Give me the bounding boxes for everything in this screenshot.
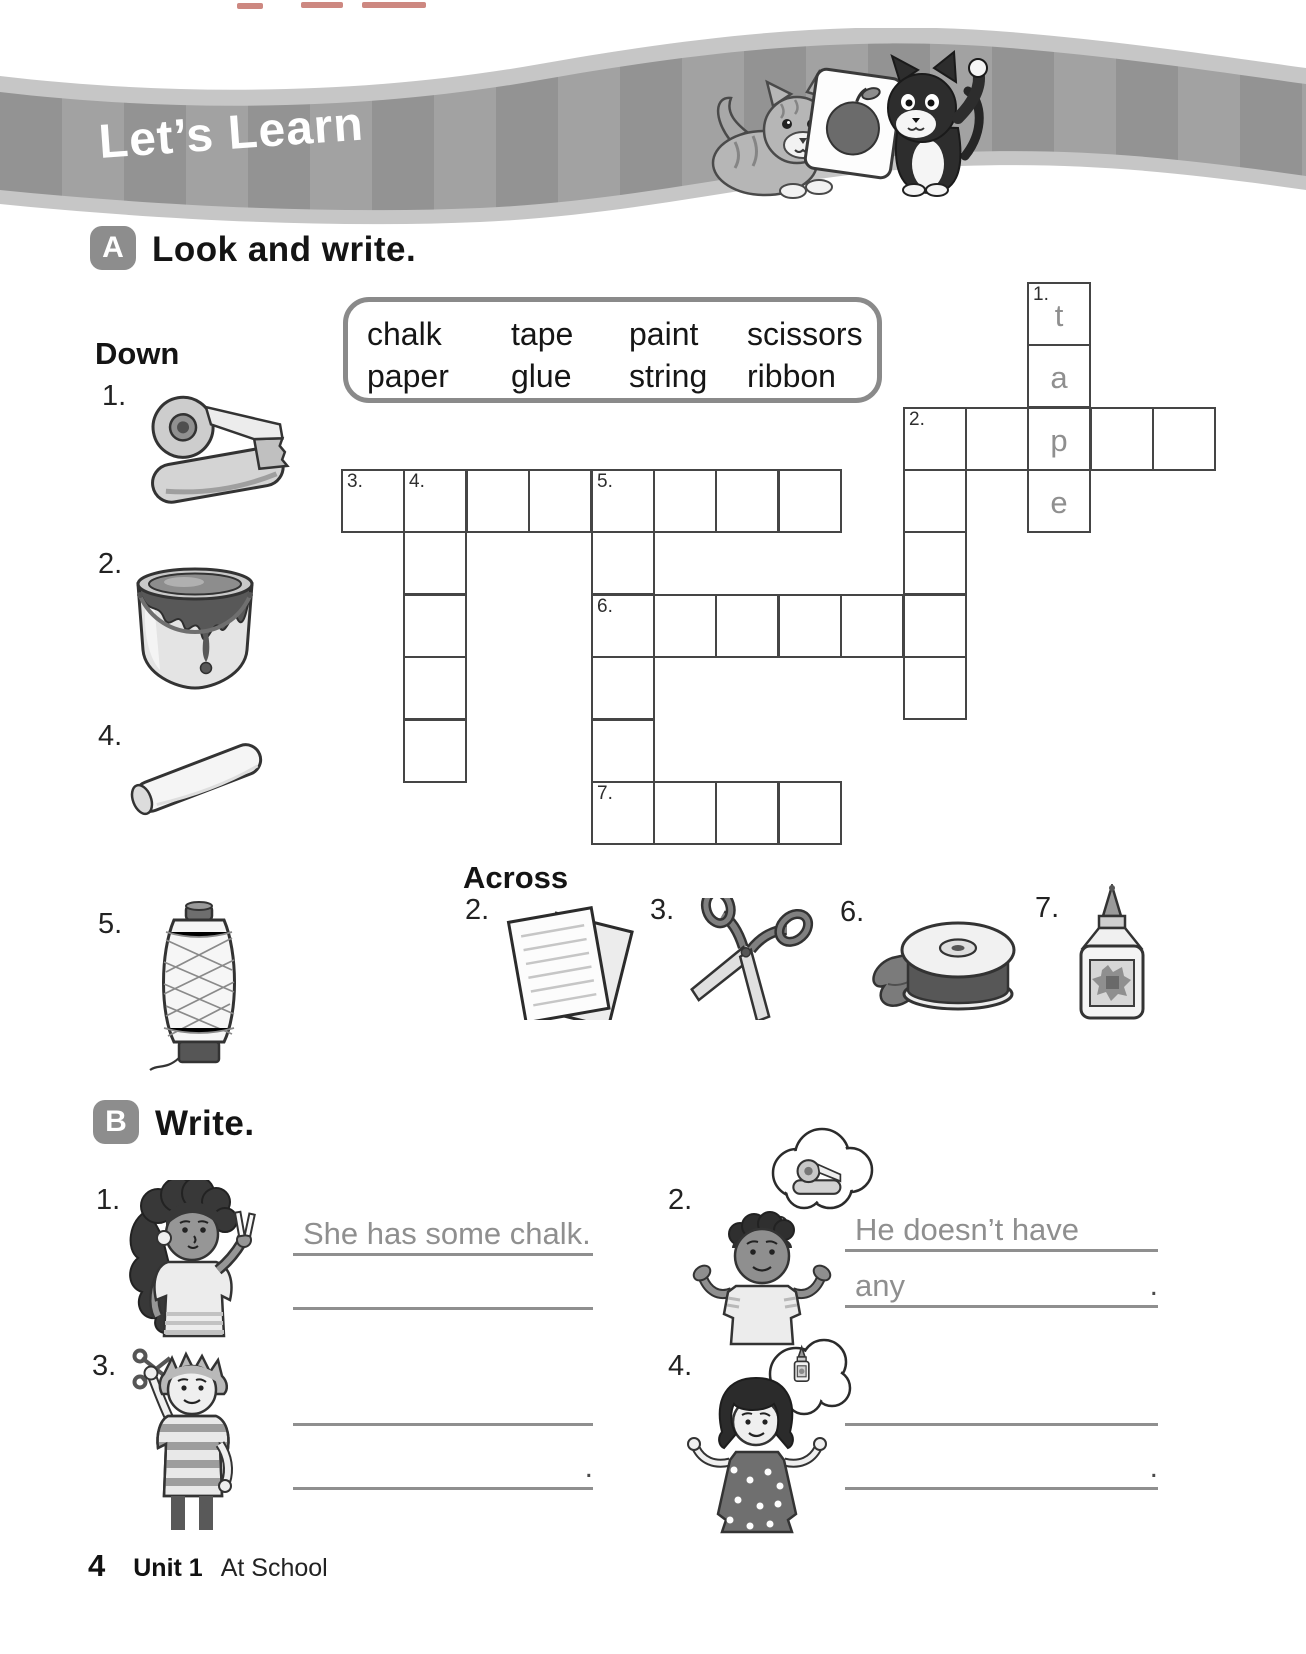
b-item-number: 1. (96, 1184, 121, 1216)
word-bank-word: paper (367, 358, 449, 394)
crossword-cell[interactable] (528, 469, 592, 533)
crossword-cell[interactable] (591, 781, 655, 845)
string-spool-icon (146, 898, 254, 1074)
header-banner (0, 28, 1306, 228)
crossword-cell[interactable] (403, 656, 467, 720)
word-bank-word: scissors (747, 316, 863, 352)
crossword-cell[interactable] (965, 407, 1029, 471)
section-a-title: Look and write. (152, 230, 417, 269)
crossword-clue-number: 4. (409, 471, 425, 492)
crossword-cell[interactable] (778, 781, 842, 845)
answer-line[interactable] (293, 1264, 593, 1310)
crossword-cell[interactable] (403, 719, 467, 783)
b-item-number: 2. (668, 1184, 693, 1216)
crossword-prefilled-letter: a (1050, 360, 1068, 395)
glue-bottle-icon (1070, 884, 1158, 1024)
crossword-clue-number: 5. (597, 471, 613, 492)
crossword-cell[interactable] (591, 719, 655, 783)
crossword-cell[interactable] (903, 531, 967, 595)
crossword-cell[interactable] (1152, 407, 1216, 471)
scan-artifact-mark (301, 2, 343, 8)
crossword-cell[interactable] (403, 531, 467, 595)
crossword-clue-number: 6. (597, 596, 613, 617)
crossword-cell[interactable] (653, 594, 717, 658)
answer-line[interactable] (845, 1444, 1158, 1490)
crossword-cell[interactable] (1027, 469, 1091, 533)
crossword-cell[interactable] (903, 594, 967, 658)
paint-can-icon (116, 542, 274, 706)
answer-line[interactable] (293, 1444, 593, 1490)
banner-title: Let’s Learn (97, 97, 366, 169)
crossword-clue-number: 7. (597, 783, 613, 804)
crossword-cell[interactable] (903, 656, 967, 720)
crossword-prefilled-letter: p (1050, 423, 1068, 458)
word-bank-word: paint (629, 316, 699, 352)
down-clue-number: 5. (98, 908, 123, 940)
paper-sheets-icon (490, 906, 648, 1020)
crossword-clue-number: 3. (347, 471, 363, 492)
crossword-prefilled-letter: t (1054, 298, 1064, 333)
crossword-cell[interactable] (715, 469, 779, 533)
crossword-cell[interactable] (1027, 344, 1091, 408)
sentence-period: . (1149, 1269, 1158, 1302)
across-label: Across (463, 860, 569, 895)
section-b-badge: B (93, 1100, 139, 1144)
unit-label: Unit 1 (133, 1554, 203, 1582)
crossword-cell[interactable] (591, 531, 655, 595)
crossword-cell[interactable] (591, 656, 655, 720)
crossword-cell[interactable] (403, 469, 467, 533)
word-bank-word: glue (511, 358, 572, 394)
scan-artifact-mark (237, 3, 263, 9)
crossword-cell[interactable] (840, 594, 904, 658)
scissors-icon (678, 898, 818, 1020)
girl-holding-chalk-illustration (118, 1180, 268, 1342)
answer-line[interactable] (293, 1210, 593, 1256)
crossword-cell[interactable] (903, 469, 967, 533)
crossword-cell[interactable] (341, 469, 405, 533)
crossword-cell[interactable] (1090, 407, 1154, 471)
crossword-cell[interactable] (903, 407, 967, 471)
word-bank (343, 297, 882, 403)
section-a-badge: A (90, 226, 136, 270)
boy-holding-scissors-illustration (120, 1344, 260, 1534)
answer-line[interactable] (845, 1262, 1158, 1308)
flashcard-apple-icon (804, 68, 903, 179)
word-bank-word: chalk (367, 316, 442, 352)
crossword-cell[interactable] (778, 594, 842, 658)
crossword-cell[interactable] (653, 781, 717, 845)
crossword-cell[interactable] (653, 469, 717, 533)
crossword-prefilled-letter: e (1050, 485, 1068, 520)
b-item-number: 4. (668, 1350, 693, 1382)
scan-artifact-mark (362, 2, 426, 8)
page-footer (88, 1548, 328, 1584)
across-clue-number: 3. (650, 894, 675, 926)
crossword-clue-number: 1. (1033, 284, 1049, 305)
crossword-cell[interactable] (403, 594, 467, 658)
word-bank-word: ribbon (747, 358, 836, 394)
crossword-clue-number: 2. (909, 409, 925, 430)
word-bank-word: tape (511, 316, 574, 352)
crossword-cell[interactable] (715, 594, 779, 658)
sentence-period: . (584, 1451, 593, 1484)
section-b-title: Write. (155, 1104, 255, 1143)
down-clue-number: 1. (102, 380, 127, 412)
b-item-number: 3. (92, 1350, 117, 1382)
down-clue-number: 2. (98, 548, 123, 580)
crossword-cell[interactable] (466, 469, 530, 533)
sentence-period: . (1149, 1451, 1158, 1484)
answer-text: She has some chalk. (303, 1216, 591, 1251)
across-clue-number: 2. (465, 894, 490, 926)
word-bank-word: string (629, 358, 708, 394)
crossword-cell[interactable] (591, 594, 655, 658)
chalk-stick-icon (114, 718, 282, 838)
ribbon-spool-icon (868, 902, 1020, 1018)
crossword-cell[interactable] (778, 469, 842, 533)
answer-line[interactable] (845, 1380, 1158, 1426)
page-number: 4 (88, 1548, 106, 1583)
answer-line[interactable] (293, 1380, 593, 1426)
answer-line[interactable] (845, 1206, 1158, 1252)
across-clue-number: 7. (1035, 892, 1060, 924)
crossword-cell[interactable] (1027, 407, 1091, 471)
across-clue-number: 6. (840, 896, 865, 928)
unit-title: At School (220, 1554, 328, 1582)
answer-text: any (855, 1268, 905, 1303)
girl-thinking-of-glue-illustration (676, 1334, 864, 1548)
crossword-cell[interactable] (591, 469, 655, 533)
crossword-cell[interactable] (1027, 282, 1091, 346)
answer-text: He doesn’t have (855, 1212, 1080, 1247)
down-clue-number: 4. (98, 720, 123, 752)
down-label: Down (95, 336, 180, 371)
tape-dispenser-icon (136, 378, 296, 518)
crossword-cell[interactable] (715, 781, 779, 845)
